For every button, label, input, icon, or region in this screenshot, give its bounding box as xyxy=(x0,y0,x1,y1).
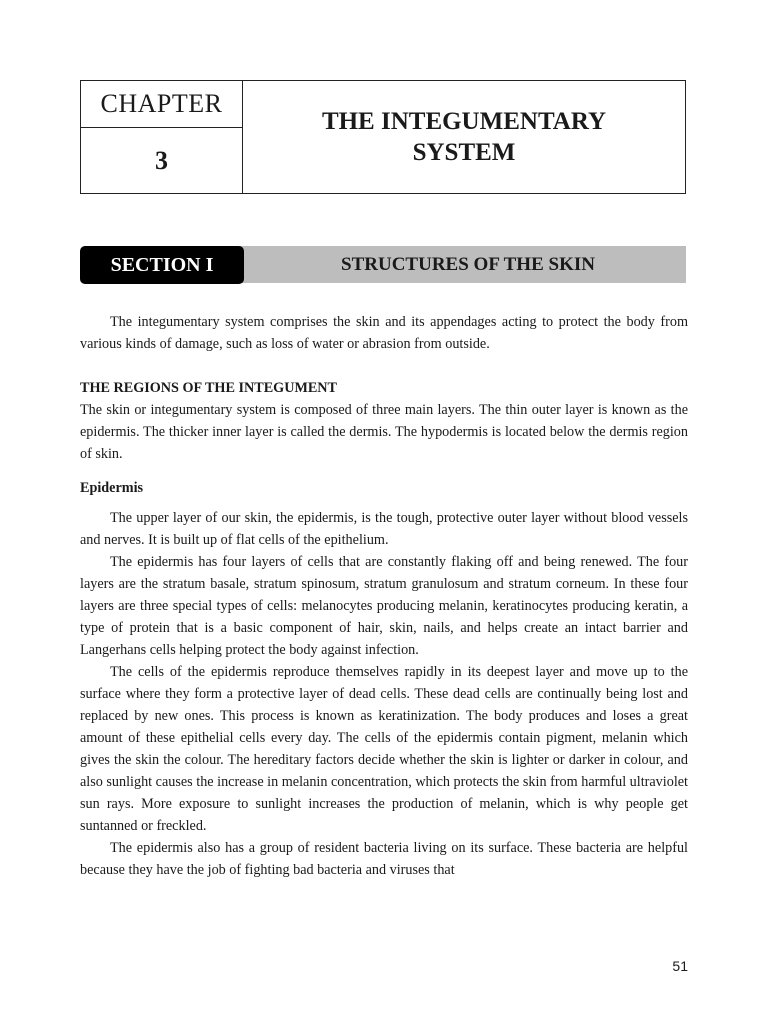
body-text xyxy=(80,311,688,881)
chapter-title xyxy=(243,81,685,193)
chapter-label-column xyxy=(81,81,243,193)
page-number: 51 xyxy=(672,958,688,974)
regions-paragraph: The skin or integumentary system is composed of three main layers. The thin outer layer is known as the epidermis. The thicker inner layer is called the dermis. The hypodermis is located below the dermis region of skin. xyxy=(80,402,688,462)
chapter-title-line-2: SYSTEM xyxy=(412,139,516,166)
regions-heading: THE REGIONS OF THE INTEGUMENT xyxy=(80,380,338,396)
section-label: SECTION I xyxy=(80,246,244,284)
epidermis-paragraph-3: The cells of the epidermis reproduce themselves rapidly in its deepest layer and move up to the surface where they form a protective layer of dead cells. These dead cells are continually being lost and replaced by new ones. This process is known as keratinization. The body produces and loses a great amount of these epithelial cells every day. The cells of the epidermis contain pigment, melanin which gives the skin the colour. The hereditary factors decide whether the skin is lighter or darker in colour, and also sunlight causes the increase in melanin concentration, which protects the skin from harmful ultraviolet sun rays. More exposure to sunlight increases the production of melanin, which is why people get suntanned or freckled. xyxy=(80,664,688,834)
epidermis-heading: Epidermis xyxy=(80,480,144,496)
epidermis-paragraph-4: The epidermis also has a group of resident bacteria living on its surface. These bacteria are helpful because they have the job of fighting bad bacteria and viruses that xyxy=(80,840,688,878)
epidermis-paragraph-2: The epidermis has four layers of cells that are constantly flaking off and being renewed. The four layers are the stratum basale, stratum spinosum, stratum granulosum and stratum corneum. In these four layers are three special types of cells: melanocytes producing melanin, keratinocytes producing keratin, a type of protein that is a basic component of hair, skin, nails, and helps create an intact barrier and Langerhans cells helping protect the body against infection. xyxy=(80,554,688,658)
chapter-header-box xyxy=(80,80,686,194)
intro-paragraph: The integumentary system comprises the skin and its appendages acting to protect the body from various kinds of damage, such as loss of water or abrasion from outside. xyxy=(80,314,688,352)
chapter-number: 3 xyxy=(155,145,168,175)
section-title: STRUCTURES OF THE SKIN xyxy=(240,246,686,283)
chapter-word: CHAPTER xyxy=(81,81,242,128)
section-header-bar xyxy=(80,246,686,284)
chapter-title-line-1: THE INTEGUMENTARY xyxy=(321,108,607,135)
epidermis-paragraph-1: The upper layer of our skin, the epidermis, is the tough, protective outer layer without blood vessels and nerves. It is built up of flat cells of the epithelium. xyxy=(80,510,688,548)
